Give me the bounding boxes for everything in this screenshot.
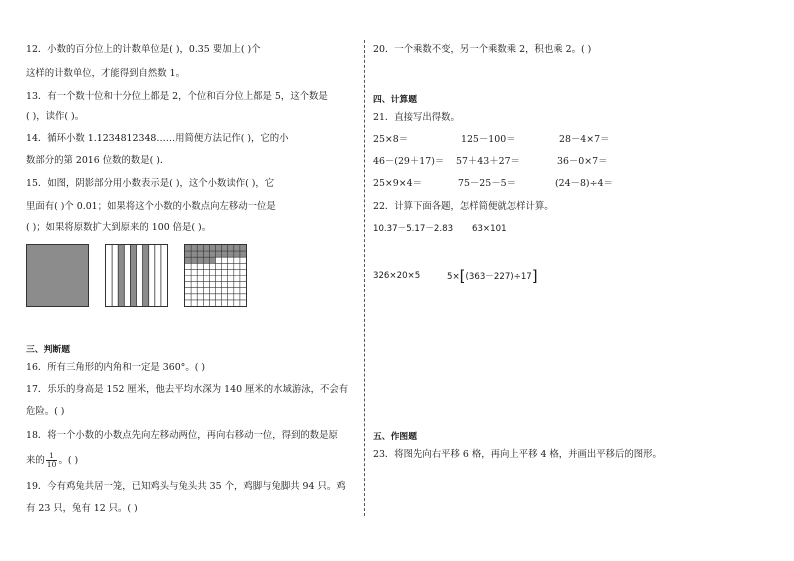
q14-line1: 14．循环小数 1.1234812348……用简便方法记作( )，它的小 <box>26 133 289 144</box>
section-calc-title: 四、计算题 <box>373 95 417 105</box>
q18-line1: 18．将一个小数的小数点先向左移动两位，再向右移动一位，得到的数是原 <box>26 430 338 441</box>
fraction-denominator: 10 <box>46 460 57 469</box>
q14-line2: 数部分的第 2016 位数的数是( )． <box>26 155 170 166</box>
calc-r1-c3: 28－4×7＝ <box>559 134 610 145</box>
q22-d-prefix: 5× <box>447 272 460 282</box>
q22-expr-a: 10.37－5.17－2.83 <box>373 224 454 234</box>
calc-r1-c2: 125－100＝ <box>461 134 516 145</box>
column-divider <box>364 40 365 516</box>
q18-text-b: 。( ) <box>58 455 79 466</box>
q22-expr-b: 63×101 <box>472 224 507 234</box>
q12-line2: 这样的计数单位，才能得到自然数 1。 <box>26 68 185 79</box>
shaded-cell <box>185 257 191 263</box>
fraction-numerator: 1 <box>46 452 58 461</box>
shaded-cell <box>209 257 215 263</box>
shaded-column <box>118 245 124 306</box>
q19-line1: 19．今有鸡兔共居一笼，已知鸡头与兔头共 35 个，鸡脚与兔脚共 94 只。鸡 <box>26 481 346 492</box>
q15-line1: 15．如图，阴影部分用小数表示是( )，这个小数读作( )，它 <box>26 178 275 189</box>
q12-line1: 12．小数的百分位上的计数单位是( )，0.35 要加上( )个 <box>26 44 261 55</box>
figure-full-square <box>26 244 89 307</box>
calc-r1-c1: 25×8＝ <box>373 134 409 145</box>
q13-line1: 13．有一个数十位和十分位上都是 2，个位和百分位上都是 5，这个数是 <box>26 91 328 102</box>
q13-line2: ( )，读作( )。 <box>26 111 85 122</box>
q18-text-a: 来的 <box>26 455 45 466</box>
left-square-bracket: [ <box>459 267 466 285</box>
calc-r3-c1: 25×9×4＝ <box>373 178 422 189</box>
right-square-bracket: ] <box>531 267 538 285</box>
q23: 23．将图先向右平移 6 格，再向上平移 4 格，并画出平移后的图形。 <box>373 449 662 460</box>
shaded-column <box>143 245 149 306</box>
q15-line2: 里面有( )个 0.01；如果将这个小数的小数点向左移动一位是 <box>26 201 276 212</box>
calc-r3-c2: 75－25－5＝ <box>458 178 516 189</box>
q21: 21．直接写出得数。 <box>373 112 460 123</box>
one-tenth-fraction <box>46 452 58 469</box>
q20: 20．一个乘数不变，另一个乘数乘 2，积也乘 2。( ) <box>373 44 592 55</box>
shaded-cell <box>191 257 197 263</box>
shaded-cell <box>203 257 209 263</box>
shaded-cell <box>197 257 203 263</box>
calc-r3-c3: (24－8)÷4＝ <box>555 178 613 189</box>
figure-hundredths-square <box>184 244 247 307</box>
section-judge-title: 三、判断题 <box>26 345 70 355</box>
q17-line1: 17．乐乐的身高是 152 厘米，他去平均水深为 140 厘米的水域游泳，不会有 <box>26 384 349 395</box>
q16: 16．所有三角形的内角和一定是 360°。( ) <box>26 362 206 373</box>
figure-tenths-square <box>105 244 168 307</box>
calc-r2-c3: 36－0×7＝ <box>557 156 608 167</box>
q22-d-inner: (363－227)÷17 <box>465 272 532 282</box>
q22: 22．计算下面各题，怎样简便就怎样计算。 <box>373 201 554 212</box>
calc-r2-c2: 57＋43＋27＝ <box>456 156 520 167</box>
calc-r2-c1: 46－(29＋17)＝ <box>373 156 445 167</box>
q17-line2: 危险。( ) <box>26 406 65 417</box>
q22-expr-d <box>447 267 538 285</box>
q15-line3: ( )；如果将原数扩大到原来的 100 倍是( )。 <box>26 222 212 233</box>
q22-expr-c: 326×20×5 <box>373 271 421 281</box>
section-drawing-title: 五、作图题 <box>373 432 417 442</box>
q18-line2 <box>26 452 78 469</box>
q19-line2: 有 23 只，兔有 12 只。( ) <box>26 503 138 514</box>
shaded-column <box>130 245 136 306</box>
